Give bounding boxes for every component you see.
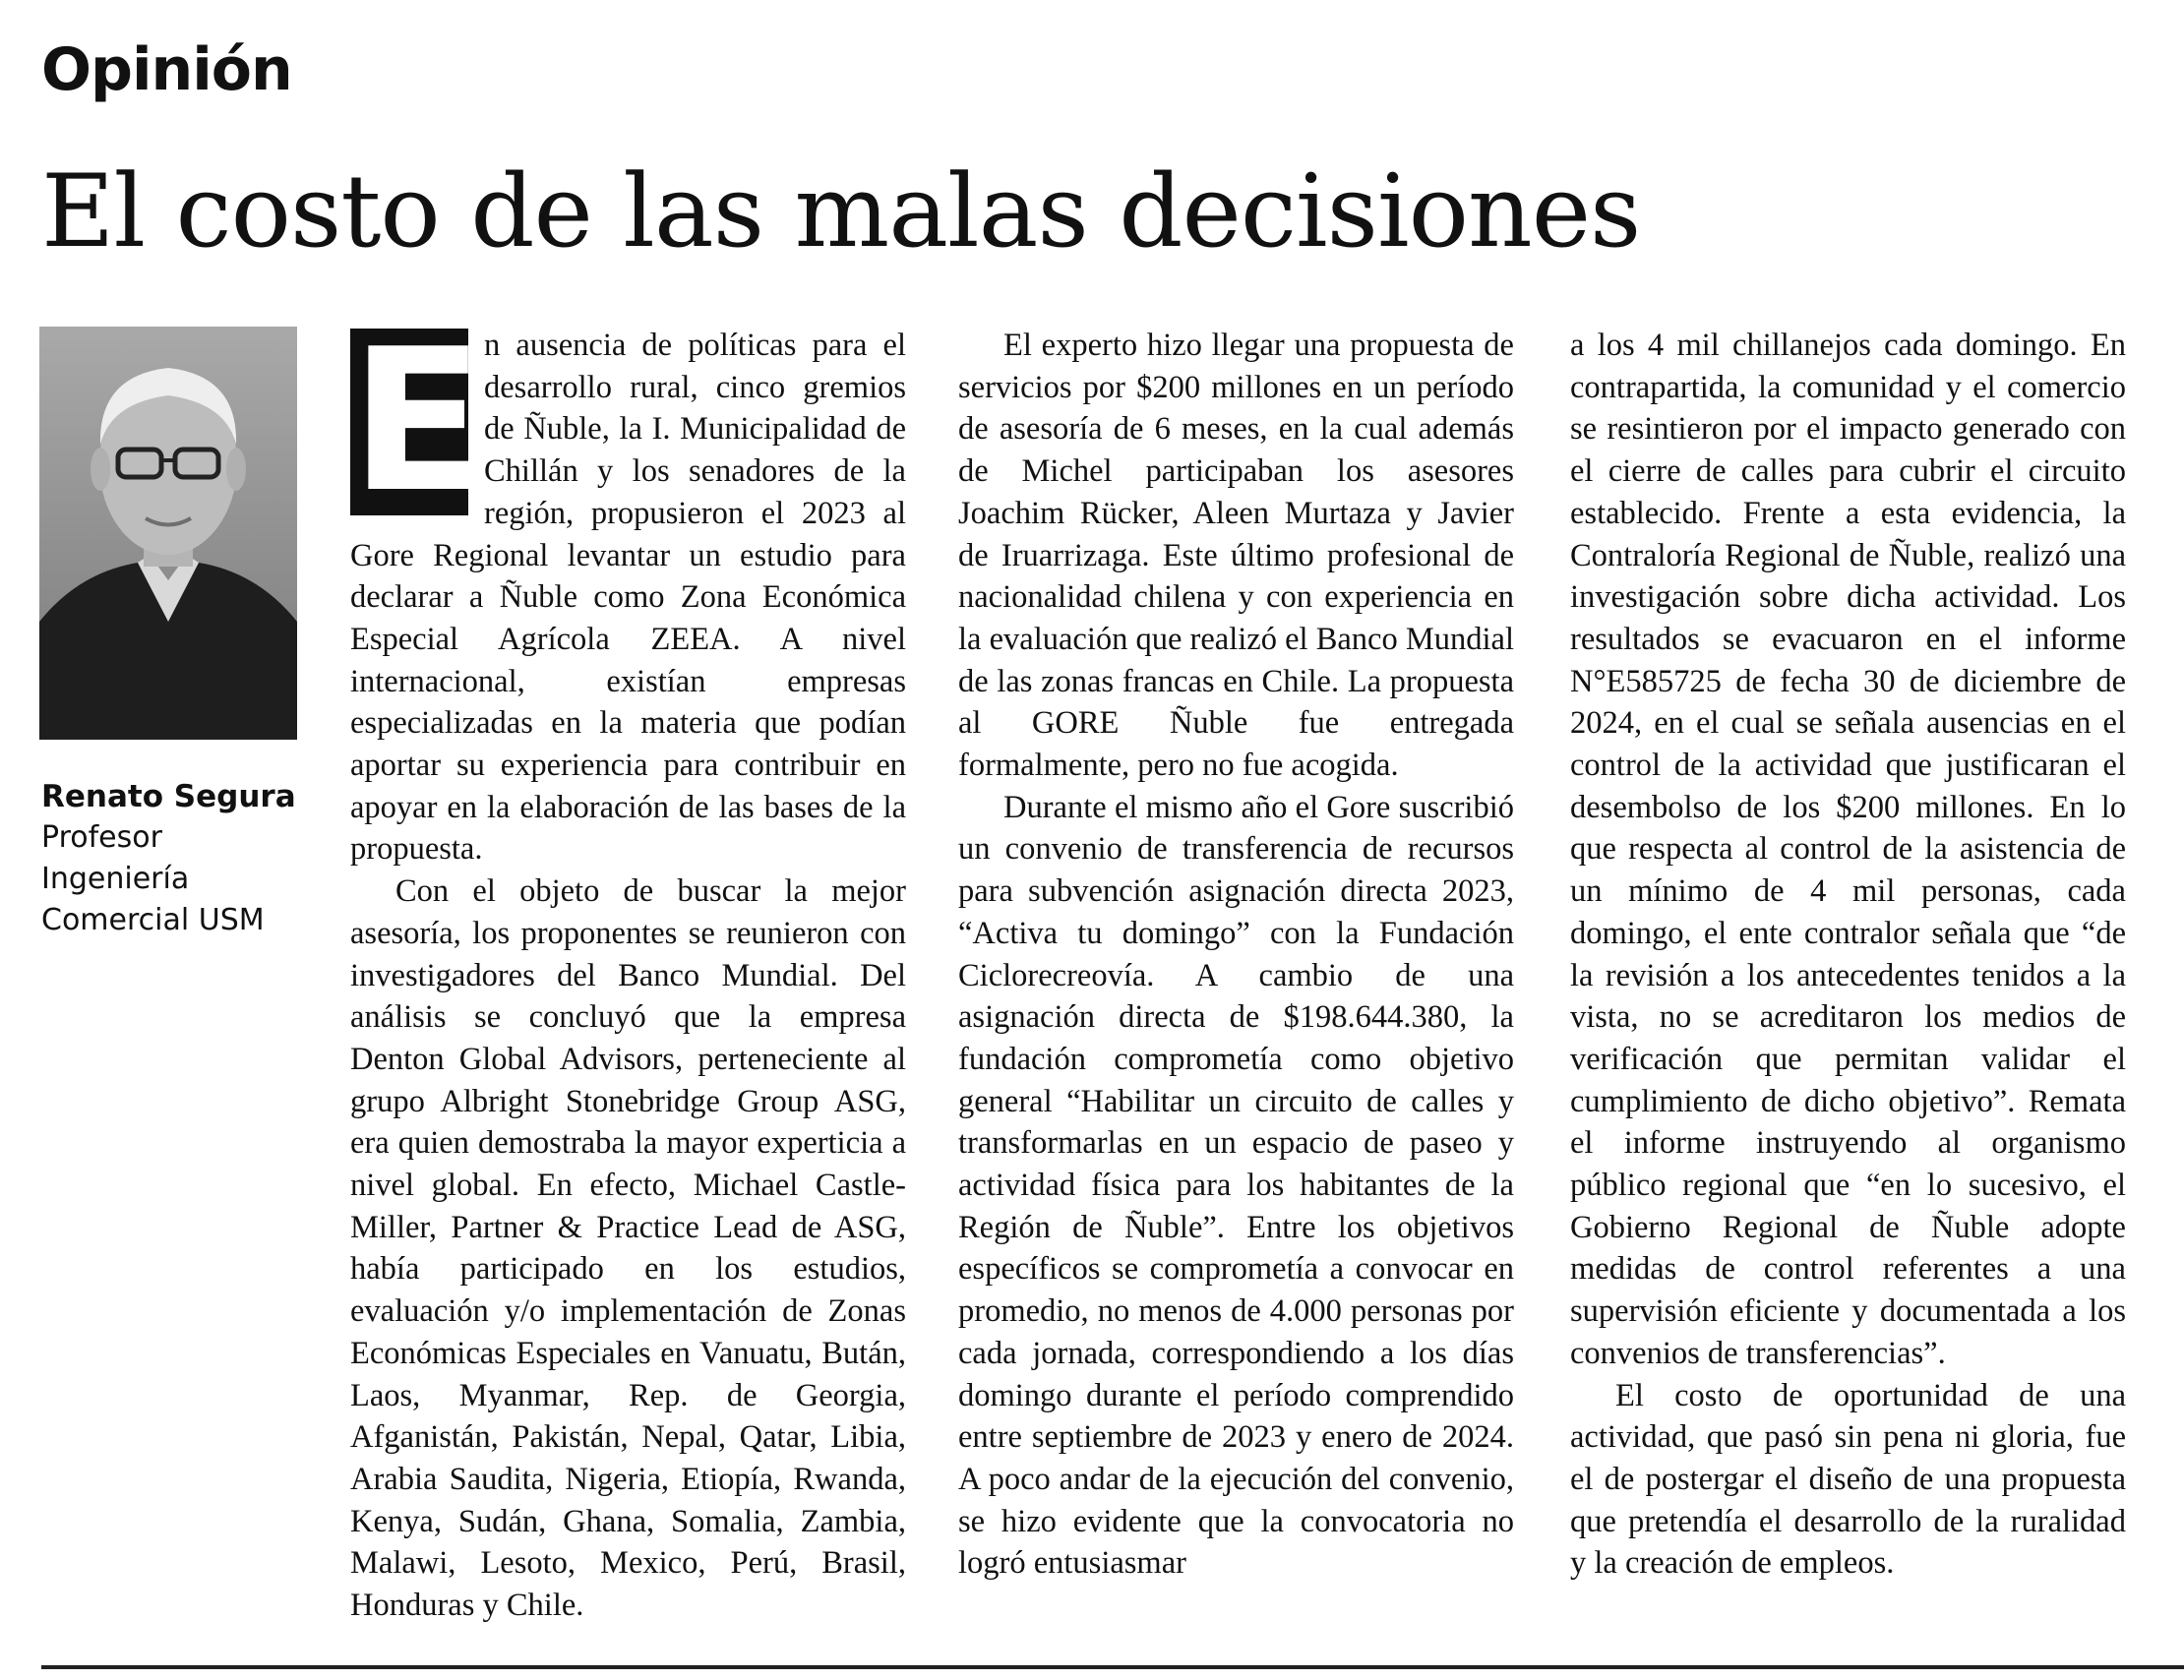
article-column-1	[350, 307, 906, 1627]
paragraph: Durante el mismo año el Gore suscribió un convenio de transferencia de recursos para subvención asignación directa 2023, “Activa tu domingo” con la Fundación Ciclorecreovía. A cambio de una asignación directa de $198.644.380, la fundación comprometía como objetivo general “Habilitar un circuito de calles y transformarlas en un espacio de paseo y actividad física para los habitantes de la Región de Ñuble”. Entre los objetivos específicos se comprometía a convocar en promedio, no menos de 4.000 personas por cada jornada, correspondiendo a los días domingo durante el período comprendido entre septiembre de 2023 y enero de 2024. A poco andar de la ejecución del convenio, se hizo evidente que la convocatoria no logró entusiasmar	[958, 789, 1514, 1582]
paragraph: n ausencia de políticas para el desarrollo rural, cinco gremios de Ñuble, la I. Municipalidad de Chillán y los senadores de la región, propusieron el 2023 al Gore Regional levantar un estudio para declarar a Ñuble como Zona Económica Especial Agrícola ZEEA. A nivel internacional, existían empresas especializadas en la materia que podían aportar su experiencia para contribuir en apoyar en la elaboración de las bases de la propuesta.	[350, 328, 906, 868]
bottom-rule	[41, 1665, 2184, 1669]
author-role: Profesor Ingeniería Comercial USM	[41, 820, 265, 937]
dropcap: E	[350, 307, 485, 536]
article-column-2	[958, 325, 1514, 1585]
paragraph: Con el objeto de buscar la mejor asesoría, los proponentes se reunieron con investigadores del Banco Mundial. Del análisis se concluyó que la empresa Denton Global Advisors, perteneciente al grupo Albright Stonebridge Group ASG, era quien demostraba la mayor experticia a nivel global. En efecto, Michael Castle-Miller, Partner & Practice Lead de ASG, había participado en los estudios, evaluación y/o implementación de Zonas Económicas Especiales en Vanuatu, Bután, Laos, Myanmar, Rep. de Georgia, Afganistán, Pakistán, Nepal, Qatar, Libia, Arabia Saudita, Nigeria, Etiopía, Rwanda, Kenya, Sudán, Ghana, Somalia, Zambia, Malawi, Lesoto, Mexico, Perú, Brasil, Honduras y Chile.	[350, 873, 906, 1624]
paragraph: a los 4 mil chillanejos cada domingo. En contrapartida, la comunidad y el comercio se resintieron por el impacto generado con el cierre de calles para cubrir el circuito establecido. Frente a esta evidencia, la Contraloría Regional de Ñuble, realizó una investigación sobre dicha actividad. Los resultados se evacuaron en el informe N°E585725 de fecha 30 de diciembre de 2024, en el cual se señala ausencias en el control de la actividad que justificaran el desembolso de los $200 millones. En lo que respecta al control de la asistencia de un mínimo de 4 mil personas, cada domingo, el ente contralor señala que “de la revisión a los antecedentes tenidos a la vista, no se acreditaron los medios de verificación que permitan validar el cumplimiento de dicho objetivo”. Remata el informe instruyendo al organismo público regional que “en lo sucesivo, el Gobierno Regional de Ñuble adopte medidas de control referentes a una supervisión eficiente y documentada a los convenios de transferencias”.	[1570, 328, 2126, 1371]
article-column-3	[1570, 325, 2126, 1585]
paragraph: El costo de oportunidad de una actividad, que pasó sin pena ni gloria, fue el de postergar el diseño de una propuesta que pretendía el desarrollo de la ruralidad y la creación de empleos.	[1570, 1377, 2126, 1582]
section-label: Opinión	[41, 35, 292, 104]
author-photo	[39, 327, 297, 740]
author-name: Renato Segura	[41, 779, 296, 814]
paragraph: El experto hizo llegar una propuesta de servicios por $200 millones en un período de asesoría de 6 meses, en la cual además de Michel participaban los asesores Joachim Rücker, Aleen Murtaza y Javier de Iruarrizaga. Este último profesional de nacionalidad chilena y con experiencia en la evaluación que realizó el Banco Mundial de las zonas francas en Chile. La propuesta al GORE Ñuble fue entregada formalmente, pero no fue acogida.	[958, 328, 1514, 784]
author-byline	[41, 777, 317, 941]
headline: El costo de las malas decisiones	[41, 153, 1641, 270]
